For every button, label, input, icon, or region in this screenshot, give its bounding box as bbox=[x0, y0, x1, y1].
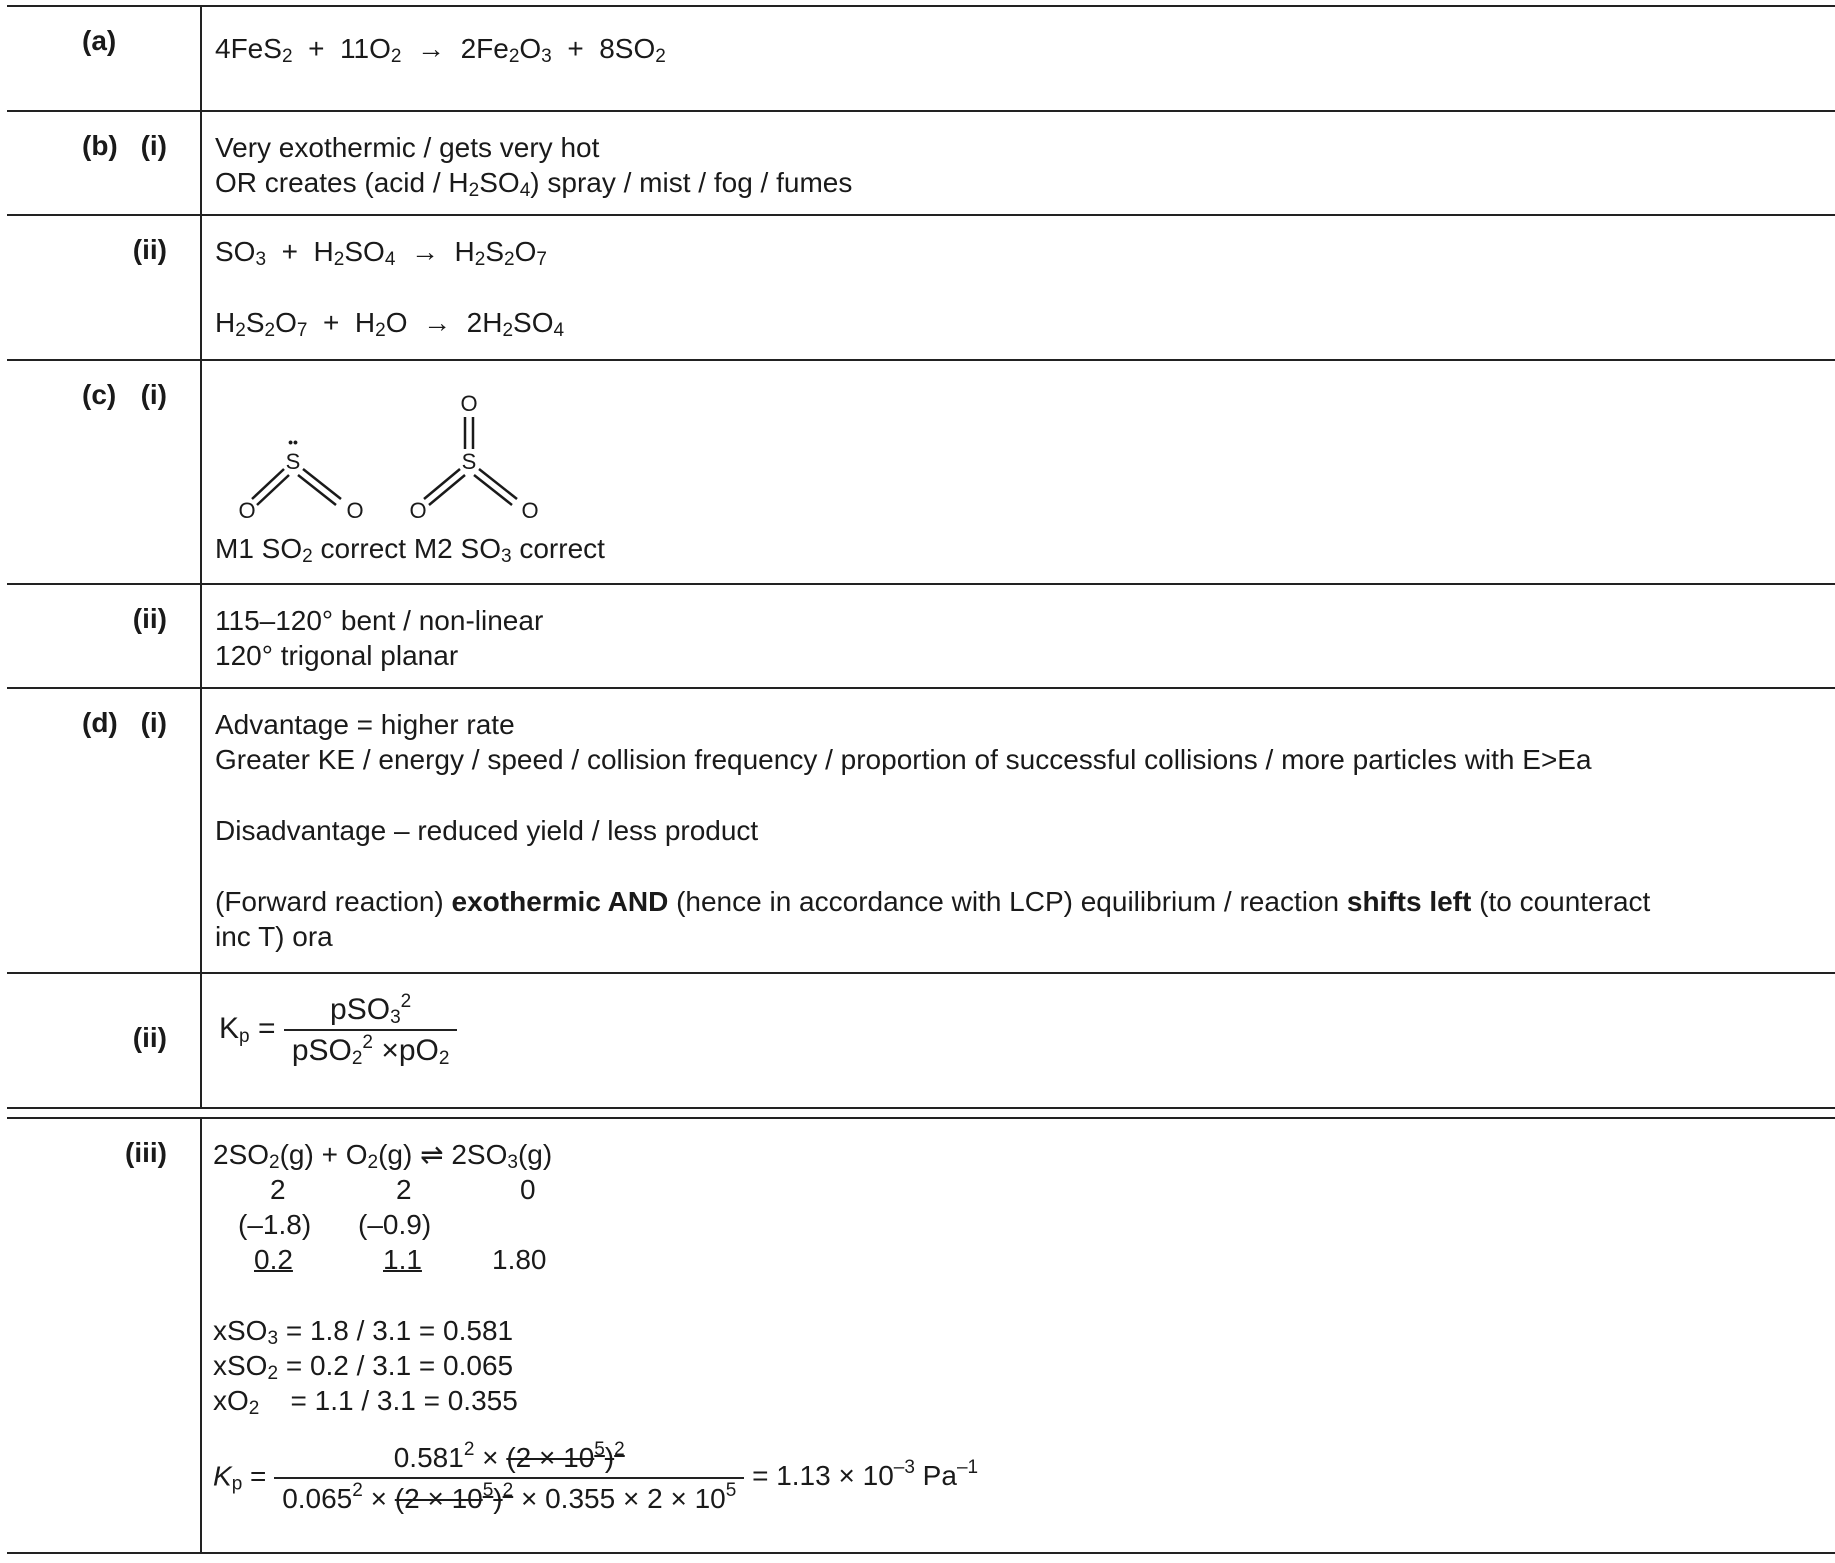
kp-fraction bbox=[284, 992, 458, 1068]
subpart-label: (ii) bbox=[132, 234, 167, 265]
equation-roasting: $4FeS_2 + 11O_2 \to 2Fe_2O_3 + 8SO_2$ bbox=[215, 33, 666, 67]
kp-calc-numerator: $0.581^2 \times (2 \times 10^5)^2$ bbox=[274, 1440, 744, 1479]
kp-calc-denominator: $0.065^2 \times (2 \times 10^5)^2 \times 0.355 \times 2 \times 10^5$ bbox=[282, 1480, 737, 1514]
mole-fraction-o2: $xO_2$ = 1.1 / 3.1 = 0.355 bbox=[213, 1385, 518, 1419]
answer-b-i bbox=[215, 130, 1825, 200]
so2-lone-pair: •• bbox=[288, 434, 298, 450]
answer-c-ii bbox=[215, 603, 1825, 673]
part-label: (d) bbox=[82, 707, 118, 738]
kp-denominator: $pSO_2^2 \times pO_2$ bbox=[291, 1032, 450, 1069]
equation-oleum-dilution: $H_2S_2O_7 + H_2O \to 2H_2SO_4$ bbox=[215, 307, 565, 341]
equilibrium-moles: 0.2 1.1 1.80 bbox=[254, 1244, 547, 1275]
kp-expression: $K_p$ = $\frac{pSO_3^2}{pSO_2^2 \times pO_2}$ bbox=[219, 1012, 457, 1045]
part-label: (c) bbox=[82, 379, 117, 410]
subpart-label: (ii) bbox=[132, 1022, 167, 1053]
answer-d-i bbox=[215, 707, 1825, 954]
mark-scheme-table-2 bbox=[7, 1117, 1835, 1554]
part-label: (b) bbox=[82, 130, 118, 161]
kp-numerator: pSO$_3^2$ bbox=[284, 992, 458, 1031]
subpart-label: (ii) bbox=[132, 603, 167, 634]
subpart-label: (iii) bbox=[125, 1137, 167, 1168]
mark-scheme-table-1 bbox=[7, 5, 1835, 1109]
so3-oxygen-left: O bbox=[409, 498, 427, 523]
answer-line: 115–120° bent / non-linear bbox=[215, 605, 544, 636]
row-b-i bbox=[7, 112, 1835, 216]
subpart-label: (i) bbox=[140, 379, 167, 410]
structures-caption: M1 $SO_2$ correct M2 $SO_3$ correct bbox=[215, 533, 605, 567]
row-c-i bbox=[7, 361, 1835, 585]
so2-sulfur-atom: S bbox=[285, 449, 301, 474]
equation-oleum-formation: $SO_3 + H_2SO_4 \to H_2S_2O_7$ bbox=[215, 236, 547, 270]
row-d-ii bbox=[7, 974, 1835, 1109]
answer-d-ii bbox=[219, 992, 1825, 1068]
so2-oxygen-right: O bbox=[346, 498, 364, 523]
change-moles: (–1.8) (–0.9) bbox=[238, 1209, 432, 1240]
answer-line: OR creates (acid / $H_2SO_4$) spray / mist / fog / fumes bbox=[215, 167, 853, 201]
kp-calc-fraction bbox=[274, 1440, 744, 1516]
answer-a bbox=[215, 31, 1825, 66]
row-c-ii bbox=[7, 585, 1835, 689]
answer-line: 120° trigonal planar bbox=[215, 640, 459, 671]
answer-line: Very exothermic / gets very hot bbox=[215, 132, 600, 163]
kp-result: = $1.13 \times 10^{-3}$ $Pa^{-1}$ bbox=[752, 1457, 979, 1492]
initial-moles: 2 2 0 bbox=[270, 1174, 536, 1205]
answer-b-ii bbox=[215, 234, 1825, 340]
part-label: (a) bbox=[82, 25, 117, 56]
answer-line: (Forward reaction) exothermic AND (hence in accordance with LCP) equilibrium / reaction shifts left (to counteract bbox=[215, 886, 1651, 917]
mole-fraction-so2: xSO$_2$ = 0.2 / 3.1 = 0.065 bbox=[213, 1350, 514, 1384]
row-a bbox=[7, 7, 1835, 112]
subpart-label: (i) bbox=[140, 707, 167, 738]
answer-line: Advantage = higher rate bbox=[215, 709, 515, 740]
so3-oxygen-right: O bbox=[521, 498, 539, 523]
structures-diagram bbox=[227, 391, 567, 531]
row-b-ii bbox=[7, 216, 1835, 361]
so3-oxygen-top: O bbox=[460, 391, 478, 416]
so3-sulfur-atom: S bbox=[461, 449, 477, 474]
answer-line: inc T) ora bbox=[215, 921, 333, 952]
answer-d-iii bbox=[213, 1137, 1825, 1516]
so2-oxygen-left: O bbox=[238, 498, 256, 523]
answer-line: Disadvantage – reduced yield / less product bbox=[215, 815, 759, 846]
equilibrium-equation: $2SO_2(g) + O_2(g)$ ⇌ $2SO_3(g)$ bbox=[213, 1139, 553, 1173]
mole-fraction-so3: xSO$_3$ = 1.8 / 3.1 = 0.581 bbox=[213, 1315, 514, 1349]
subpart-label: (i) bbox=[140, 130, 167, 161]
kp-calculation: $K_p$ = $\frac{0.581^2 \times (2 \times 10^5)^2}{0.065^2 \times (2 \times 10^5)^2 \times 0.355 \times 2 \times 10^5}$ = $1.13 \times 10^{-3}$ $Pa^{-1}$ bbox=[213, 1439, 979, 1514]
row-d-iii bbox=[7, 1119, 1835, 1554]
answer-line: Greater KE / energy / speed / collision frequency / proportion of successful collisions / more particles with E>Ea bbox=[215, 744, 1592, 775]
answer-c-i bbox=[215, 531, 1825, 566]
row-d-i bbox=[7, 689, 1835, 974]
